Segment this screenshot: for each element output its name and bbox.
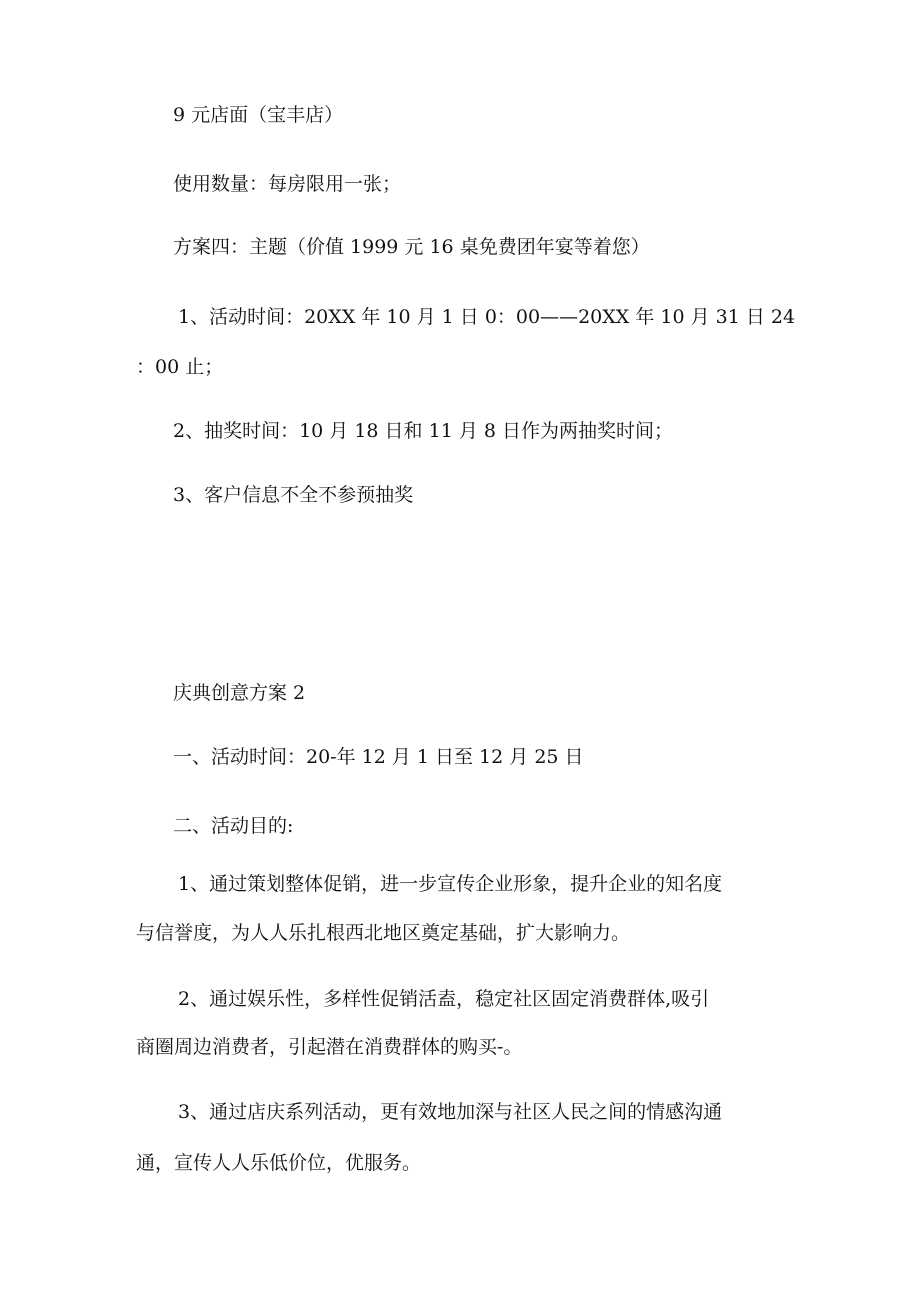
paragraph-store-voucher: 9 元店面（宝丰店） xyxy=(173,104,344,126)
paragraph-purpose-2: 2、通过娱乐性，多样性促销活盍，稳定社区固定消费群体,吸引 xyxy=(178,988,710,1010)
paragraph-event-time: 一、活动时间：20-年 12 月 1 日至 12 月 25 日 xyxy=(173,746,584,768)
paragraph-usage-limit: 使用数量：每房限用一张； xyxy=(173,173,402,195)
paragraph-customer-info: 3、客户信息不全不参预抽奖 xyxy=(173,484,414,506)
paragraph-purpose-2-continued: 商圈周边消费者，引起潜在消费群体的购买-。 xyxy=(136,1036,523,1058)
paragraph-activity-time: 1、活动时间：20XX 年 10 月 1 日 0：00——20XX 年 10 月 31 日 24 xyxy=(178,306,796,328)
paragraph-purpose-3-continued: 通，宣传人人乐低价位，优服务。 xyxy=(136,1152,422,1174)
paragraph-activity-time-continued: ：00 止； xyxy=(136,356,224,378)
paragraph-purpose-1: 1、通过策划整体促销，进一步宣传企业形象，提升企业的知名度 xyxy=(178,873,723,895)
paragraph-purpose-3: 3、通过店庆系列活动，更有效地加深与社区人民之间的情感沟通 xyxy=(178,1101,723,1123)
paragraph-purpose-1-continued: 与信誉度，为人人乐扎根西北地区奠定基础，扩大影响力。 xyxy=(136,922,631,944)
section-heading-plan-2: 庆典创意方案 2 xyxy=(173,682,306,704)
paragraph-plan-four-heading: 方案四：主题（价值 1999 元 16 桌免费团年宴等着您） xyxy=(173,236,650,258)
paragraph-lottery-time: 2、抽奖时间：10 月 18 日和 11 月 8 日作为两抽奖时间； xyxy=(173,420,673,442)
paragraph-event-purpose-heading: 二、活动目的: xyxy=(173,815,294,837)
